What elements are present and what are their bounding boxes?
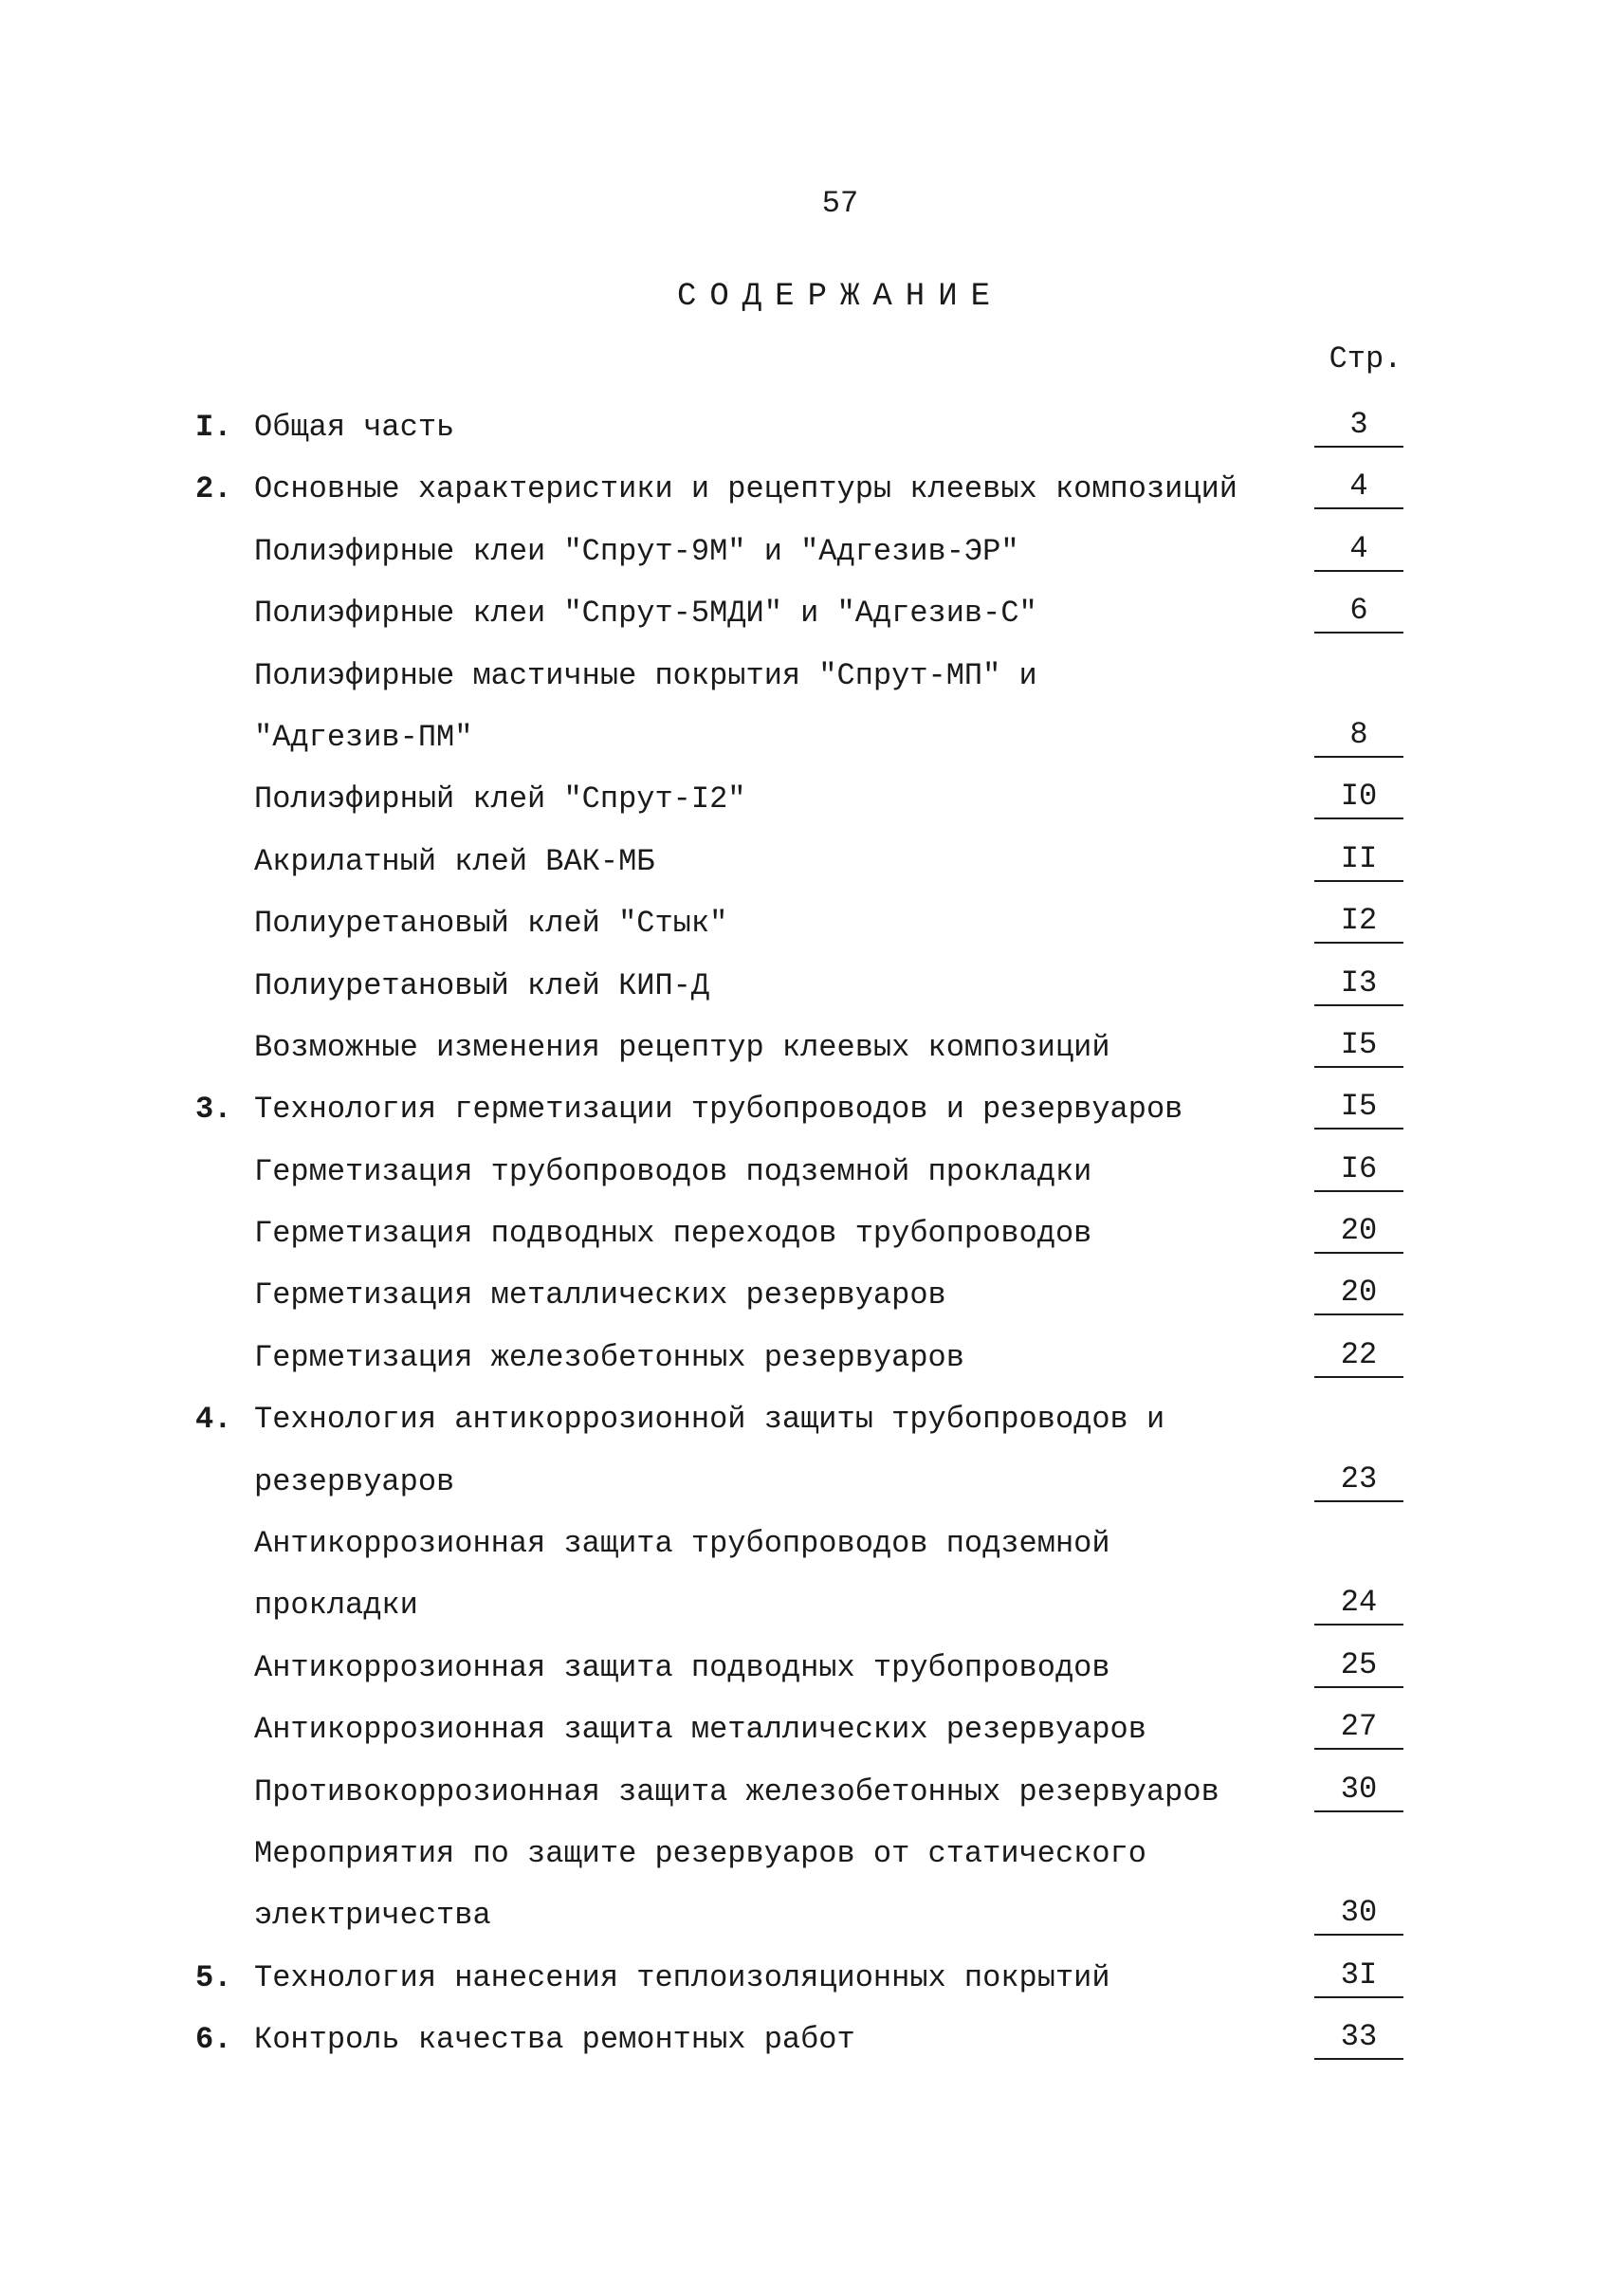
toc-entry: [0, 1078, 1613, 1140]
toc-entry: [0, 645, 1613, 707]
toc-entry-page: I2: [1314, 892, 1403, 944]
page-column-header: Стр.: [1329, 341, 1402, 377]
table-of-contents: [0, 396, 1613, 2071]
toc-entry-title: Антикоррозионная защита трубопроводов подземной: [254, 1526, 1110, 1562]
toc-entry: [0, 1141, 1613, 1203]
toc-entry-page: 8: [1314, 707, 1403, 758]
toc-entry-title: Полиуретановый клей "Стык": [254, 906, 728, 942]
toc-entry-title: Основные характеристики и рецептуры клеевых композиций: [254, 471, 1237, 507]
toc-entry-page: I3: [1314, 955, 1403, 1006]
toc-entry-page: 33: [1314, 2009, 1403, 2060]
toc-entry: [0, 1017, 1613, 1078]
toc-entry: [0, 1823, 1613, 1884]
toc-entry-title: прокладки: [254, 1588, 418, 1624]
toc-entry-title: Герметизация металлических резервуаров: [254, 1277, 946, 1313]
toc-entry-number: I.: [195, 410, 232, 445]
toc-entry: [0, 1264, 1613, 1326]
toc-entry-page: 27: [1314, 1699, 1403, 1750]
toc-entry: [0, 521, 1613, 582]
toc-entry-title: Антикоррозионная защита подводных трубопроводов: [254, 1649, 1110, 1685]
toc-entry-title: "Адгезив-ПМ": [254, 719, 473, 755]
toc-entry-title: Полиуретановый клей КИП-Д: [254, 967, 710, 1003]
toc-entry-title: Акрилатный клей ВАК-МБ: [254, 843, 655, 879]
toc-entry: [0, 1203, 1613, 1264]
toc-entry: [0, 1699, 1613, 1760]
toc-entry-title: электричества: [254, 1898, 491, 1934]
toc-entry-title: Противокоррозионная защита железобетонных резервуаров: [254, 1773, 1219, 1809]
toc-entry-title: Герметизация железобетонных резервуаров: [254, 1339, 964, 1375]
toc-entry-number: 3.: [195, 1092, 232, 1128]
toc-entry-number: 4.: [195, 1402, 232, 1438]
toc-entry-title: Полиэфирные клеи "Спрут-5МДИ" и "Адгезив-С": [254, 596, 1037, 632]
toc-entry-page: 23: [1314, 1451, 1403, 1502]
toc-entry-title: Общая часть: [254, 410, 455, 445]
toc-entry-page: I6: [1314, 1141, 1403, 1192]
toc-entry-page: 20: [1314, 1264, 1403, 1315]
toc-entry: [0, 831, 1613, 892]
toc-entry: [0, 892, 1613, 954]
toc-entry: [0, 707, 1613, 768]
toc-entry-page: 6: [1314, 582, 1403, 634]
toc-entry-number: 5.: [195, 1959, 232, 1995]
toc-entry-title: Мероприятия по защите резервуаров от статического: [254, 1835, 1146, 1871]
toc-entry-page: 3I: [1314, 1947, 1403, 1998]
toc-entry-page: 24: [1314, 1574, 1403, 1626]
toc-entry-page: 4: [1314, 458, 1403, 509]
toc-entry-number: 6.: [195, 2022, 232, 2058]
toc-entry-title: Технология нанесения теплоизоляционных покрытий: [254, 1959, 1110, 1995]
toc-entry-title: Герметизация трубопроводов подземной прокладки: [254, 1153, 1092, 1189]
toc-entry: [0, 1513, 1613, 1574]
toc-entry: [0, 1637, 1613, 1699]
toc-entry-page: II: [1314, 831, 1403, 882]
toc-entry-title: Технология антикоррозионной защиты трубопроводов и: [254, 1402, 1165, 1438]
toc-entry: [0, 768, 1613, 830]
toc-entry-number: 2.: [195, 471, 232, 507]
toc-entry: [0, 582, 1613, 644]
toc-entry-title: Полиэфирный клей "Спрут-I2": [254, 781, 746, 817]
toc-entry: [0, 1947, 1613, 2009]
toc-entry: [0, 1388, 1613, 1450]
toc-entry-page: I5: [1314, 1078, 1403, 1130]
toc-entry: [0, 396, 1613, 458]
toc-entry-page: 30: [1314, 1884, 1403, 1936]
toc-entry-page: 22: [1314, 1327, 1403, 1378]
toc-entry: [0, 2009, 1613, 2070]
toc-entry-title: резервуаров: [254, 1463, 455, 1499]
toc-entry-page: 30: [1314, 1761, 1403, 1812]
toc-entry-title: Полиэфирные клеи "Спрут-9М" и "Адгезив-ЭР": [254, 533, 1019, 569]
toc-entry-page: 3: [1314, 396, 1403, 448]
page-number: 57: [821, 186, 859, 221]
toc-entry-page: 20: [1314, 1203, 1403, 1254]
toc-entry-page: I5: [1314, 1017, 1403, 1068]
toc-entry: [0, 955, 1613, 1017]
toc-entry: [0, 1574, 1613, 1636]
toc-entry: [0, 1761, 1613, 1823]
toc-entry-title: Возможные изменения рецептур клеевых композиций: [254, 1029, 1110, 1065]
toc-entry-page: I0: [1314, 768, 1403, 819]
toc-entry-title: Герметизация подводных переходов трубопроводов: [254, 1216, 1092, 1252]
toc-entry: [0, 1884, 1613, 1946]
toc-entry-title: Технология герметизации трубопроводов и резервуаров: [254, 1092, 1183, 1128]
toc-entry-page: 25: [1314, 1637, 1403, 1688]
toc-entry-title: Полиэфирные мастичные покрытия "Спрут-МП" и: [254, 657, 1037, 693]
toc-entry-title: Антикоррозионная защита металлических резервуаров: [254, 1712, 1146, 1748]
toc-entry: [0, 458, 1613, 520]
toc-entry-page: 4: [1314, 521, 1403, 572]
toc-entry: [0, 1327, 1613, 1388]
toc-entry-title: Контроль качества ремонтных работ: [254, 2022, 855, 2058]
document-title: СОДЕРЖАНИЕ: [676, 279, 1004, 315]
toc-entry: [0, 1451, 1613, 1513]
